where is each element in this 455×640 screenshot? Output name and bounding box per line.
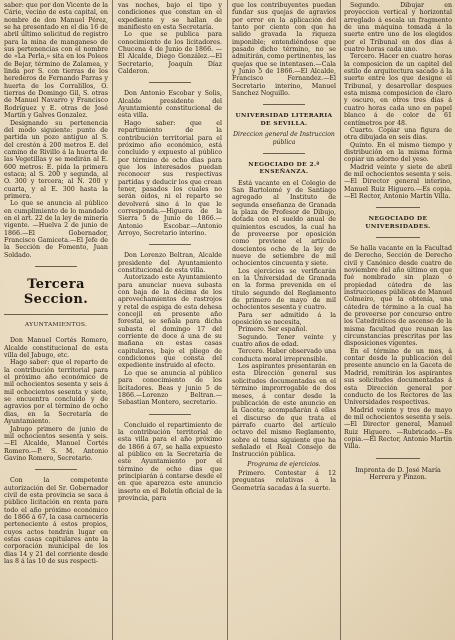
divider [376,458,419,459]
ayuntamientos-heading: AYUNTAMIENTOS. [24,322,88,329]
divider [376,237,419,238]
direccion-general-heading: Direccion general de Instruccion pública [233,131,335,146]
column-rule [340,0,341,640]
beas-signature: Lo que se anuncia al público para conocimiento de los licitadores. Beas y junio 5 de 1866.—Lorenzo Beltran.—Sebastian Montero, secretario. [118,369,222,407]
mining-announcement-signature: Lo que se anuncia al público en cumplimiento de lo mandado en el art. 22 de la ley de minería vigente. —Huelva 2 de junio de 1866.—El Gobernador, Francisco Gamiceta.—El Jefe de la Sección de Fomento, Juan Soldado. [4,200,108,259]
divider [263,153,305,154]
column-rule [112,0,113,640]
divider [263,104,305,105]
program-item-3: Tercero. Hacer en cuatro horas la composicion de un capitel del estilo de arquitectura sacado á la suerte entre los que designe el Tribunal, y desarrollar despues esta misma composicion de claro y oscuro, en otros tres dias á cuatro horas cada uno en papel blanco á de color de 61 centímetros por 48. [344,53,452,127]
higuera-alcalde-intro: Don Antonio Escobar y Solis, Alcalde presidente del Ayuntamiento constitucional de esta villa. [118,90,222,120]
cala-tax-notice-text: Concluido el repartimiento de la contribución territorial de esta villa para el año próximo de 1866 á 67, se halla expuesto al público en la Secretaría de este Ayuntamiento por el término de ocho dias que principiarán á contarse desde el en que aparezca este anuncio inserto en el Boletín oficial de la provincia, para [118,421,222,502]
printer-imprint: Imprenta de D. José María Herrera y Pinzon. [355,465,441,482]
column-2 [118,2,222,638]
program-heading: Programa de ejercicios. [247,460,321,468]
requirement-2: Segundo. Tener veinte y cuatro años de edad. [232,333,336,349]
universidad-heading: UNIVERSIDAD LITERARIA DE SEVILLA. [235,112,333,127]
beas-auction-text: Autorizado este Ayuntamiento para anunciar nueva subasta con baja de la décima de los aprovechamientos de rastrojos y retal de espiga de esta dehesa concejil en presente año forestal, se señala para dicha subasta el domingo 17 del corriente de doce á una de su mañana en estas casas capitulares, bajo el pliego de condiciones que consta del expediente instruido al efecto. [118,274,222,370]
section-title: Tercera Seccion. [23,277,89,308]
mining-notice-text: saber: que por don Vicente de la Cárie, vecino de esta capital, en nombre de don Manuel Pérez, se ha presentado en el dia 16 de abril último solicitud de registro para la mina de manganeso de sus pertenencias con el nombre de «La Perla,» sita en los Poleos de Bejar, término de Zalamea, y linda por S. con tierras de los herederos de Fernando Parras y huerta de los Corralillos, O. tierras de Domingo Gil, S. otras de Manuel Navarro y Francisco Rodríguez y E. otras de José Martín y Galves Gonzalez. [4,2,108,120]
divider [149,244,191,245]
derecho-vacancy-text: Se halla vacante en la Facultad de Derecho, Sección de Derecho civil y Canónico desde cuatro de noviembre del año último en que fué nombrado sin plazo ó propiedad cátedra de las instrucciones públicas de Manuel Colmeiro, que la obtenía, una cátedra de término a la cual ha de proveerse por concurso entre los Catedráticos de ascenso de la misma facultad que reunan las circunstancias prescritas por las disposiciones vigentes. [344,244,452,348]
jabugo-signature: Jabugo primero de junio de mil ochocientos sesenta y seis.—El Alcalde, Manuel Cortés Romero.—P. S. M. Antonio Gavino Romero, Secretario. [4,425,108,462]
negociado-universidades-heading: NEGOCIADO DE UNIVERSIDADES. [365,215,431,230]
program-item-4: Cuarto. Copiar una figura de otra dibujada en seis dias. [344,126,452,142]
cala-tax-notice-cont: que los contribuyentes puedan fundar sus quejas de agravios por error en la aplicación del tanto por ciento con que ha salido gravada la riqueza imponible; entendiéndose que pasado dicho término, no se admitirán, como pertinentes, las quejas que se intentasen.—Cala y Junio 5 de 1866.—El Alcalde, Francisco Fernandez.—El Secretario interino, Manuel Sanchez Noguillo. [232,2,336,98]
jabugo-alcalde-intro: Don Manuel Cortés Romero, Alcalde constitucional de esta villa del Jabugo, etc. [4,337,108,360]
program-item-2: Segundo. Dibujar en proyeccion vertical y horizontal arreglado á escala un fragmento de una máquina tomada á la suerte entre uno de los elegidos por el Tribunal en dos dias á cuatro horas cada uno. [344,2,452,54]
divider [4,314,108,315]
column-1 [4,2,108,638]
program-item-1: Primero. Contestar á 12 preguntas relativas á la Geometría sacadas á la suerte. [232,469,336,492]
divider [149,414,191,415]
vacancy-notice-text: Está vacante en el Colegio de San Bartolomé y de Santiago agregado al Instituto de segunda enseñanza de Granada la plaza de Profesor de Dibujo, dotada con el sueldo anual de quinientos escudos, la cual ha de proveerse por oposición como previene el artículo doscientos ocho de la ley de nueve de setiembre de mil ochocientos cincuenta y siete. [232,179,336,268]
mining-designation-text: Designando su pertenencia del modo siguiente: punto de partida un pozo antiguo al S. del crestón á 200 metros E. del camino de Rivillo á la huerta de las Vegetillas y se medirán al E. 600 metros: E. pida la primera estaca; al S. 200 y segunda, al O. 300 y tercera; al N. 200 y cuarta, y al E. 300 hasta la primera. [4,119,108,200]
jabugo-notice-text: Hago saber: que el reparto de la contribución territorial para el próximo año económico de mil ochocientos sesenta y seis á mil ochocientos sesenta y siete, se encuentra concluido y de agravios por el término de ocho dias, en la Secretaría de Ayuntamiento. [4,359,108,426]
beas-alcalde-intro: Don Lorenzo Beltran, Alcalde presidente del Ayuntamiento constitucional de esta villa. [118,252,222,274]
column-3 [232,2,336,638]
requirements-intro: Para ser admitido á la oposición se necesita, [232,311,336,327]
negociado-heading: NEGOCIADO DE 2.ª ENSEÑANZA. [248,160,320,176]
applicants-text: Los aspirantes presentarán en esta Dirección general sus solicitudes documentadas en el término improrrogable de dos meses, á contar desde la publicación de este anuncio en la Gaceta; acompañarán á ellas el discurso de que trata el párrafo cuarto del artículo octavo del mismo Reglamento, sobre el tema siguiente que ha señalado el Real Consejo de Instrucción pública. [232,363,336,459]
requirement-3: Tercero. Haber observado una conducta moral irreprensible. [232,348,336,363]
column-rule [227,0,228,640]
column-4 [344,2,452,638]
chucena-auction-cont: vas noches, bajo el tipo y condiciones que constan en el expediente y se hallan de manifiesto en esta Secretaría. [118,2,222,32]
higuera-notice-text: Hago saber: que el repartimiento de la contribución territorial para el próximo año económico, está concluido y expuesto al público por término de ocho dias para que los interesados puedan reconocer sus respectivas partidas y deducir los que crean tener, pasados los cuales no serán oídos, ni el reparto se devolverá sino á lo que le corresponda.—Higuera de la Sierra 5 de Junio de 1866.—Antonio Escobar.—Antonio Arroyo, Secretario interino. [118,119,222,237]
divider [149,82,191,83]
chucena-signature: Lo que se publica para conocimiento de los licitadores. Chucena 4 de Junio de 1866. —El Alcalde, Diego González.—El Secretario, Joaquín Díaz Calderon. [118,31,222,76]
divider [35,469,77,470]
requirement-1: Primero. Ser español. [238,326,308,334]
madrid-signature-1: Madrid veinte y siete de abril de mil ochocientos sesenta y seis.—El Director general interino, Manuel Ruiz Higuero.—Es copia.—El Rector, Antonio Martín Villa. [344,163,452,200]
derecho-term-text: En el término de un mes, á contar desde la publicación del presente anuncio en la Gaceta de Madrid, remitirán los aspirantes sus solicitudes documentadas á esta Dirección general por conducto de los Rectores de las Universidades respectivas. [344,347,452,407]
chucena-auction-text: Con la competente autorización del Sr. Gobernador civil de esta provincia se saca á público licitación en renta para todo el año próximo económico de 1866 á 67, la casa carnecería perteneciente á estos propios, cuyos actos tendrán lugar en estas casas capitulares ante la corporación municipal de los dias 14 y 21 del corriente desde las 8 á las 10 de sus respecti- [4,477,108,565]
exercises-text: Los ejercicios se verificarán en la Universidad de Granada en la forma prevenida en el título segundo del Reglamento de primero de mayo de mil ochocientos sesenta y cuatro. [232,267,336,312]
divider [35,266,77,267]
madrid-signature-2: Madrid veinte y tres de mayo de mil ochocientos sesenta y seis.—El Director general, Manuel Ruiz Higuero. —Rubricado.—Es copia.—El Rector, Antonio Martín Villa. [344,406,452,451]
divider [376,207,419,208]
program-item-5: Quinto. En el mismo tiempo y distribución en la misma forma copiar un adorno del yeso. [344,141,452,164]
